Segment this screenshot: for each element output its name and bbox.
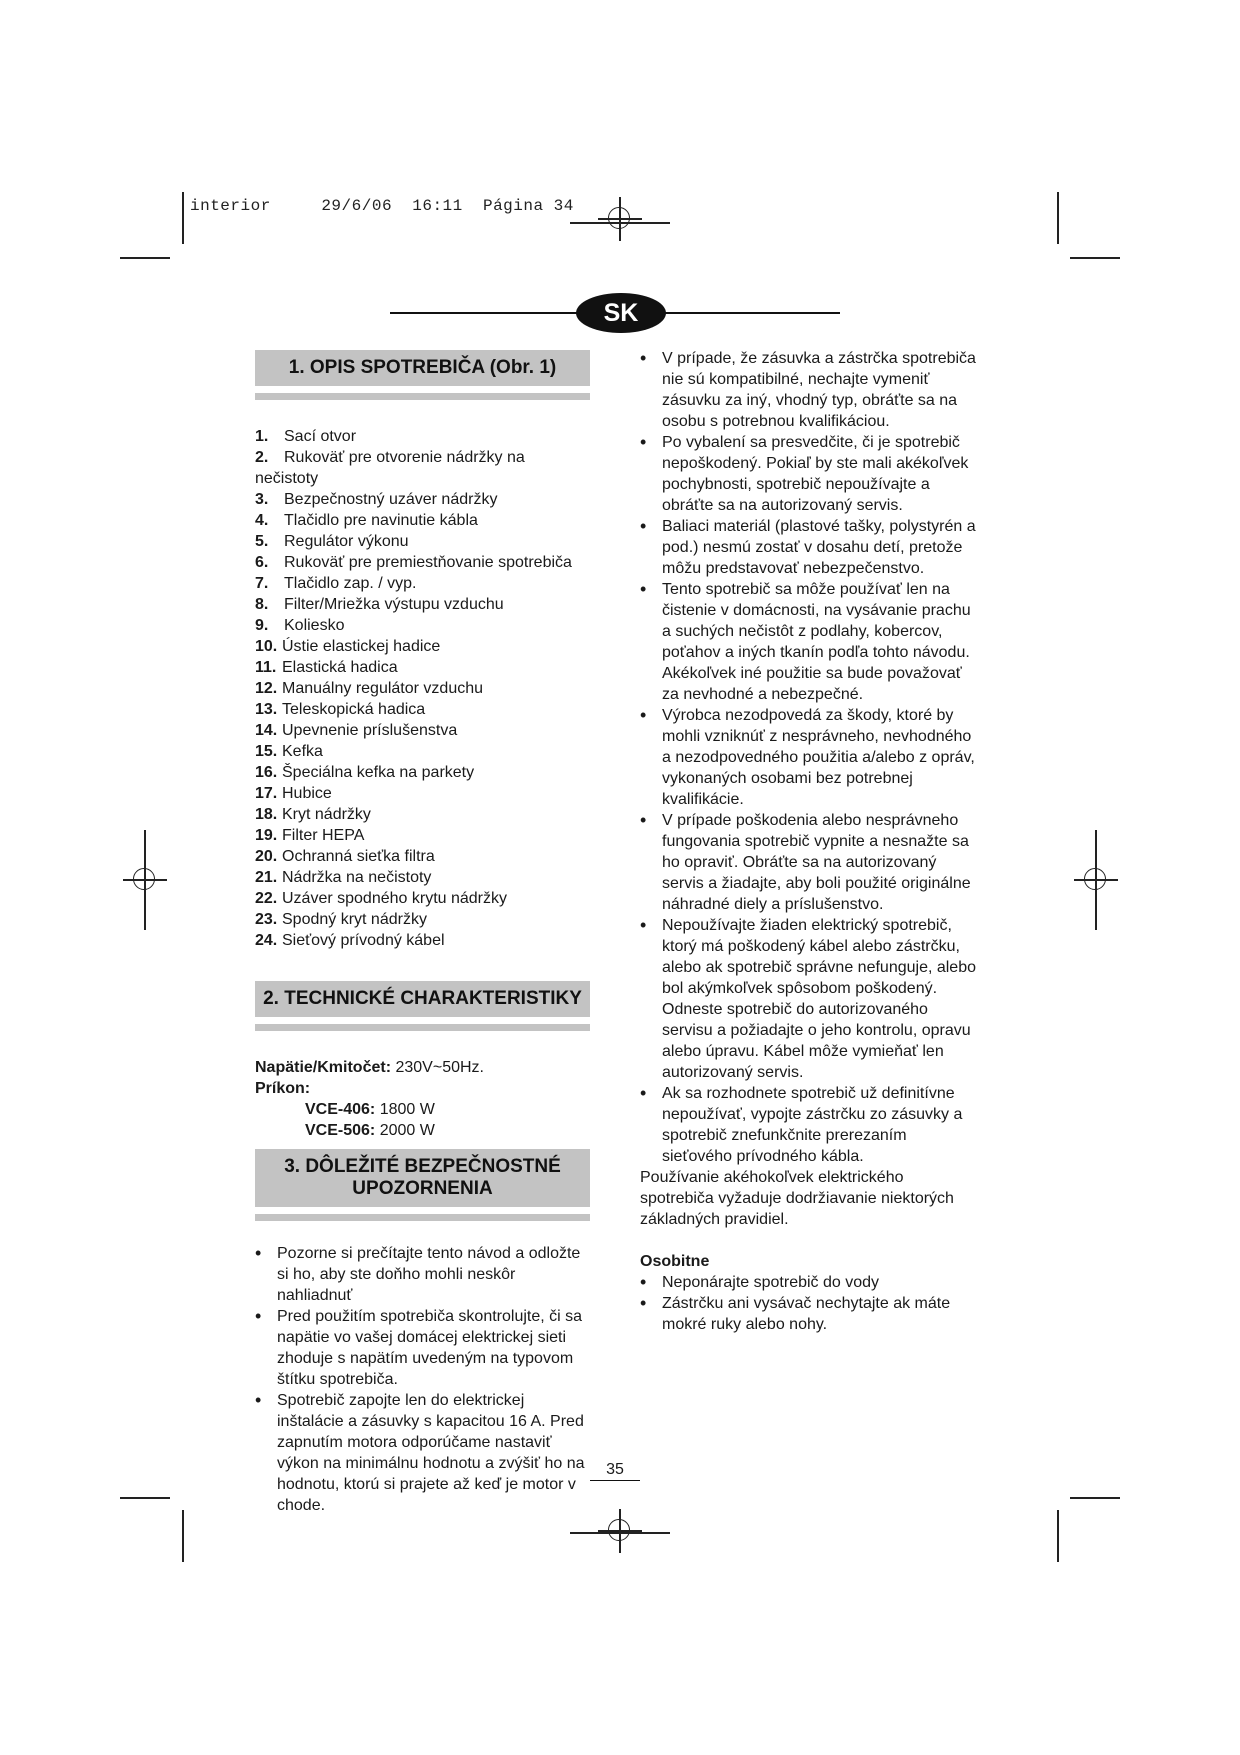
list-item: 12. Manuálny regulátor vzduchu: [255, 680, 484, 697]
page-number: 35: [590, 1460, 640, 1481]
slug-file: interior: [190, 197, 271, 215]
parts-list: [255, 426, 590, 951]
list-item: 7. Tlačidlo zap. / vyp.: [255, 575, 417, 592]
list-item: 19. Filter HEPA: [255, 827, 365, 844]
list-item: • V prípade, že zásuvka a zástrčka spotrebiča nie sú kompatibilné, nechajte vymeniť zásuvku za iný, vhodný typ, obráťte sa na osobu s potrebnou kvalifikáciou.: [640, 348, 980, 432]
header-rule-right: [650, 312, 840, 314]
technical-specs: [255, 1057, 590, 1141]
special-list: [640, 1272, 980, 1335]
print-slug: [190, 197, 574, 215]
list-item: 16. Špeciálna kefka na parkety: [255, 764, 475, 781]
crop-mark: [1070, 257, 1120, 259]
crop-mark: [1057, 1510, 1059, 1562]
slug-page: Página 34: [482, 197, 574, 215]
list-item: 20. Ochranná sieťka filtra: [255, 848, 435, 865]
list-item: 23. Spodný kryt nádržky: [255, 911, 427, 928]
list-item: 24. Sieťový prívodný kábel: [255, 932, 445, 949]
list-item: 5. Regulátor výkonu: [255, 533, 409, 550]
list-item: 10. Ústie elastickej hadice: [255, 638, 441, 655]
list-item: • Tento spotrebič sa môže používať len na čistenie v domácnosti, na vysávanie prachu a suchých nečistôt z podlahy, kobercov, poťahov a iných tkanín podľa tohto návodu. Akékoľvek iné použitie sa bude považovať za nevhodné a nebezpečné.: [640, 579, 980, 705]
list-item: 3. Bezpečnostný uzáver nádržky: [255, 491, 498, 508]
crop-mark: [1057, 192, 1059, 244]
registration-mark: [123, 858, 167, 902]
crop-mark: [120, 257, 170, 259]
list-item: 15. Kefka: [255, 743, 323, 760]
list-item: • Ak sa rozhodnete spotrebič už definitívne nepoužívať, vypojte zástrčku zo zásuvky a spotrebič znefunkčnite prerezaním sieťového prívodného kábla.: [640, 1083, 980, 1167]
list-item: 2. Rukoväť pre otvorenie nádržky na nečistoty: [255, 449, 525, 487]
model-row: VCE-506: 2000 W: [305, 1122, 435, 1139]
model-row: VCE-406: 1800 W: [305, 1101, 435, 1118]
list-item: 21. Nádržka na nečistoty: [255, 869, 432, 886]
special-heading: Osobitne: [640, 1253, 710, 1270]
crop-mark: [182, 1510, 184, 1562]
safety-list-right: [640, 348, 980, 1167]
list-item: • Spotrebič zapojte len do elektrickej inštalácie a zásuvky s kapacitou 16 A. Pred zapnutím motora odporúčame nastaviť výkon na minimálnu hodnotu a zvýšiť ho na hodnotu, ktorú si prajete až keď je motor v chode.: [255, 1390, 590, 1516]
registration-mark: [598, 1509, 642, 1553]
list-item: 22. Uzáver spodného krytu nádržky: [255, 890, 507, 907]
list-item: • Výrobca nezodpovedá za škody, ktoré by mohli vzniknúť z nesprávneho, nevhodného a nezodpovedného použitia a/alebo z opráv, vykonaných osobami bez potrebnej kvalifikácie.: [640, 705, 980, 810]
list-item: 18. Kryt nádržky: [255, 806, 371, 823]
section-heading-technical: 2. TECHNICKÉ CHARAKTERISTIKY: [255, 981, 590, 1017]
section-heading-description: 1. OPIS SPOTREBIČA (Obr. 1): [255, 350, 590, 386]
list-item: • Neponárajte spotrebič do vody: [640, 1272, 980, 1293]
header-rule-left: [390, 312, 590, 314]
list-item: • Nepoužívajte žiaden elektrický spotrebič, ktorý má poškodený kábel alebo zástrčku, alebo ak spotrebič správne nefunguje, alebo bol akýmkoľvek spôsobom poškodený. Odneste spotrebič do autorizovaného servisu a požiadajte o jeho kontrolu, opravu alebo úpravu. Kábel môže vymieňať len autorizovaný servis.: [640, 915, 980, 1083]
left-column: [255, 350, 590, 1516]
general-note: Používanie akéhokoľvek elektrického spotrebiča vyžaduje dodržiavanie niektorých základných pravidiel.: [640, 1169, 954, 1228]
right-column: [640, 348, 980, 1335]
list-item: • Pred použitím spotrebiča skontrolujte, či sa napätie vo vašej domácej elektrickej sieti zhoduje s napätím uvedeným na typovom štítku spotrebiča.: [255, 1306, 590, 1390]
list-item: 6. Rukoväť pre premiestňovanie spotrebiča: [255, 554, 572, 571]
registration-mark: [598, 197, 642, 241]
crop-mark: [1070, 1497, 1120, 1499]
list-item: • Baliaci materiál (plastové tašky, polystyrén a pod.) nesmú zostať v dosahu detí, pretože môžu predstavovať nebezpečenstvo.: [640, 516, 980, 579]
list-item: 8. Filter/Mriežka výstupu vzduchu: [255, 596, 504, 613]
list-item: • Zástrčku ani vysávač nechytajte ak máte mokré ruky alebo nohy.: [640, 1293, 980, 1335]
section-heading-safety: 3. DÔLEŽITÉ BEZPEČNOSTNÉ UPOZORNENIA: [255, 1149, 590, 1207]
list-item: 14. Upevnenie príslušenstva: [255, 722, 458, 739]
safety-list-left: [255, 1243, 590, 1516]
list-item: • V prípade poškodenia alebo nesprávneho fungovania spotrebič vypnite a nesnažte sa ho opraviť. Obráťte sa na autorizovaný servis a žiadajte, aby boli použité originálne náhradné diely a príslušenstvo.: [640, 810, 980, 915]
list-item: 9. Koliesko: [255, 617, 345, 634]
crop-mark: [120, 1497, 170, 1499]
list-item: 17. Hubice: [255, 785, 332, 802]
crop-mark: [182, 192, 184, 244]
slug-date: 29/6/06: [321, 197, 393, 215]
list-item: • Po vybalení sa presvedčite, či je spotrebič nepoškodený. Pokiaľ by ste mali akékoľvek pochybnosti, spotrebič nepoužívajte a obráťte sa na autorizovaný servis.: [640, 432, 980, 516]
registration-mark: [1074, 858, 1118, 902]
power-label: Príkon:: [255, 1080, 311, 1097]
list-item: 11. Elastická hadica: [255, 659, 398, 676]
voltage-row: Napätie/Kmitočet: 230V~50Hz.: [255, 1059, 484, 1076]
list-item: • Pozorne si prečítajte tento návod a odložte si ho, aby ste doňho mohli neskôr nahliadnuť: [255, 1243, 590, 1306]
slug-time: 16:11: [412, 197, 463, 215]
list-item: 4. Tlačidlo pre navinutie kábla: [255, 512, 478, 529]
language-badge: SK: [576, 293, 666, 333]
list-item: 13. Teleskopická hadica: [255, 701, 426, 718]
list-item: 1. Sací otvor: [255, 428, 357, 445]
